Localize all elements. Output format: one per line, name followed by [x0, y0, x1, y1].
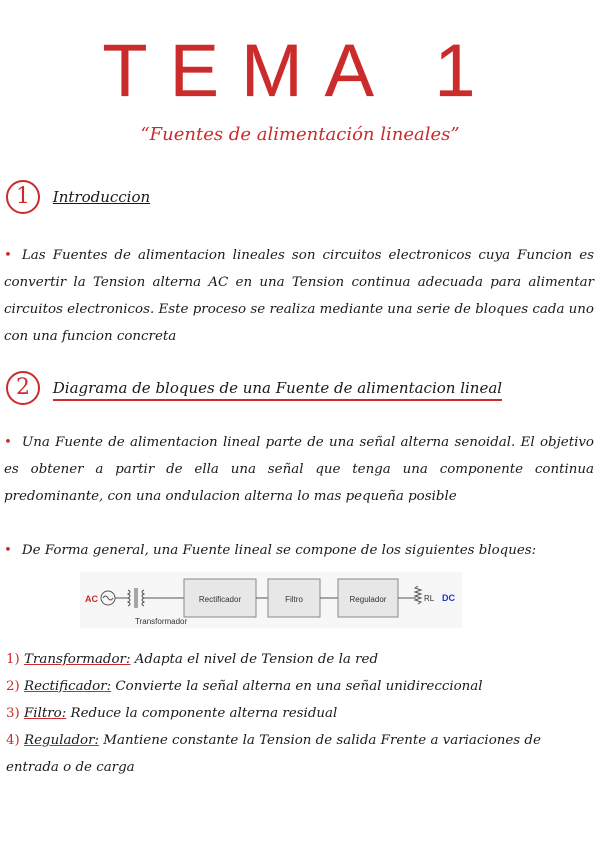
list-description: Adapta el nivel de Tension de la red — [130, 652, 379, 667]
list-term: Transformador: — [24, 652, 131, 667]
diagram-text-1: Una Fuente de alimentacion lineal parte de una señal alterna senoidal. El objetivo es obtener a partir de ella una señal que tenga una componente continua predominante, con una ondulacion alterna lo mas pequeña posible — [4, 435, 594, 504]
section-title: Diagrama de bloques de una Fuente de alimentacion lineal — [53, 379, 502, 401]
list-term: Filtro: — [24, 706, 67, 721]
section-number: 1 — [6, 180, 40, 214]
rectifier-label: Rectificador — [198, 595, 242, 604]
block-diagram — [80, 572, 462, 628]
list-number: 4) — [6, 733, 20, 748]
list-description: Convierte la señal alterna en una señal unidireccional — [111, 679, 483, 694]
list-number: 2) — [6, 679, 20, 694]
diagram-text-2: De Forma general, una Fuente lineal se compone de los siguientes bloques: — [21, 543, 537, 558]
list-item — [6, 673, 596, 700]
list-term: Regulador: — [24, 733, 100, 748]
diagram-paragraph-1 — [4, 429, 594, 510]
list-item — [6, 700, 596, 727]
page-subtitle: “Fuentes de alimentación lineales” — [140, 124, 460, 145]
filter-label: Filtro — [285, 595, 303, 604]
ac-label: AC — [85, 594, 98, 604]
list-item — [6, 727, 592, 781]
section-2-heading — [6, 371, 502, 405]
block-descriptions-list — [6, 646, 596, 781]
list-item — [6, 646, 596, 673]
list-description: Reduce la componente alterna residual — [66, 706, 338, 721]
section-title: Introduccion — [52, 188, 151, 206]
transformer-label: Transformador — [135, 617, 188, 626]
intro-text: Las Fuentes de alimentacion lineales son circuitos electronicos cuya Funcion es convertir la Tension alterna AC en una Tension continua adecuada para alimentar circuitos electronicos. Este proceso se realiza mediante una serie de bloques cada uno con una funcion concreta — [4, 248, 594, 344]
list-number: 1) — [6, 652, 20, 667]
list-description: Mantiene constante la Tension de salida Frente a variaciones de entrada o de carga — [6, 733, 541, 775]
diagram-paragraph-2 — [4, 537, 594, 564]
list-term: Rectificador: — [24, 679, 112, 694]
bullet-icon: • — [4, 248, 12, 263]
section-number: 2 — [6, 371, 40, 405]
load-label: RL — [424, 594, 435, 603]
dc-label: DC — [442, 593, 455, 603]
intro-paragraph — [4, 242, 594, 350]
bullet-icon: • — [4, 435, 12, 450]
regulator-label: Regulador — [349, 595, 387, 604]
list-number: 3) — [6, 706, 20, 721]
bullet-icon: • — [4, 543, 12, 558]
page-title: TEMA 1 — [102, 29, 498, 112]
section-1-heading — [6, 180, 150, 214]
